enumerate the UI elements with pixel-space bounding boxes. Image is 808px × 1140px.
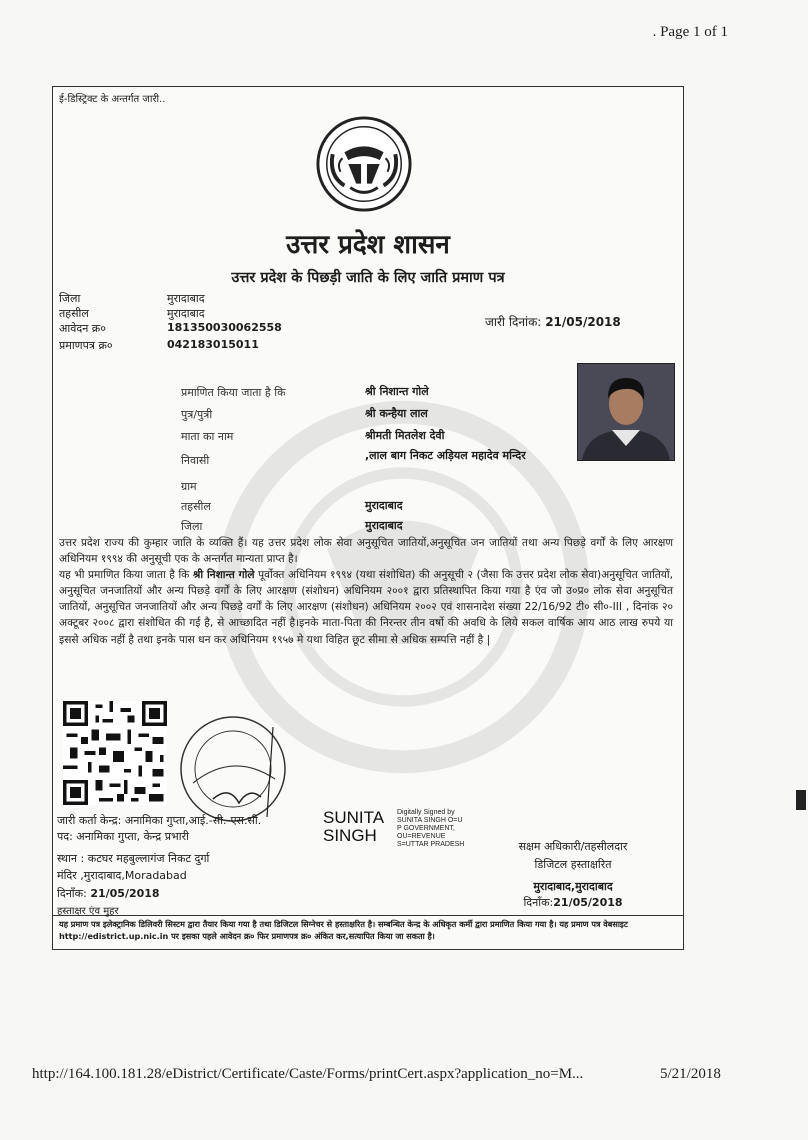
- disclaimer: यह प्रमाण पत्र इलेक्ट्रानिक डिलिवरी सिस्टम द्वारा तैयार किया गया है तथा डिजिटल सिग्नेचर से हस्ताक्षरित है। सम्बन्धित केन्द्र के अधिकृत कर्मी द्वारा प्रमाणित किया गया है। यह प्रमाण पत्र वेबसाइट http://edistrict.up.nic.in पर इसका पहले आवेदन क्र० फिर प्रमाणपत्र क्र० अंकित कर,सत्यापित किया जा सकता है।: [53, 915, 683, 942]
- parent-label: पुत्र/पुत्री: [181, 408, 213, 421]
- mother-name: श्रीमती मितलेश देवी: [365, 429, 445, 442]
- issuer-post-value: अनामिका गुप्ता, केन्द्र प्रभारी: [76, 830, 189, 843]
- signature-seal-label: हस्ताक्षर एंव मुहर: [57, 906, 119, 917]
- paragraph-1: उत्तर प्रदेश राज्य की कुम्हार जाति के व्यक्ति हैं। यह उत्तर प्रदेश लोक सेवा अनुसूचित जातियों,अनुसूचित जन जातियों तथा अन्य पिछड़े वर्गों के लिए आरक्षण अधिनियम १९९४ की अनुसूची एक के अन्तर्गत मान्यता प्राप्त है।: [59, 537, 673, 566]
- officer-date-label: दिनाँक:: [523, 896, 554, 909]
- signature-detail-line: S=UTTAR PRADESH: [397, 841, 465, 848]
- tehsil-label: तहसील: [59, 307, 89, 320]
- holder-name: श्री निशान्त गोले: [365, 385, 429, 398]
- issuer-date-value: 21/05/2018: [90, 887, 160, 900]
- digital-signature-detail: [397, 809, 464, 849]
- officer-date: [473, 895, 673, 910]
- issue-date: [485, 313, 621, 330]
- issuing-center-label: जारी कर्ता केन्द्र:: [57, 814, 122, 827]
- application-no-label: आवेदन क्र०: [59, 322, 106, 335]
- paragraph-2-prefix: यह भी प्रमाणित किया जाता है कि: [59, 569, 190, 582]
- officer-place: मुरादाबाद,मुरादाबाद: [533, 880, 613, 893]
- mother-label: माता का नाम: [181, 430, 234, 443]
- signature-detail-line: P GOVERNMENT,: [397, 825, 455, 832]
- village-label: ग्राम: [181, 480, 197, 493]
- issuer-place: [57, 851, 209, 866]
- issuing-center: [57, 813, 261, 828]
- issuer-place-value: कटघर महबुल्लागंज निकट दुर्गा: [87, 852, 210, 865]
- detail-district-value: मुरादाबाद: [365, 519, 403, 532]
- person-photo-icon: [578, 364, 674, 460]
- signature-detail-line: SUNITA SINGH O=U: [397, 817, 463, 824]
- margin-mark: [796, 790, 806, 810]
- resident-label: निवासी: [181, 454, 210, 467]
- district-label: जिला: [59, 292, 81, 305]
- official-seal-icon: [163, 707, 303, 827]
- father-name: श्री कन्हैया लाल: [365, 407, 428, 420]
- certificate-title: उत्तर प्रदेश शासन: [286, 230, 450, 260]
- issuer-date: [57, 886, 160, 901]
- address-value: ,लाल बाग निकट अड़ियल महादेव मन्दिर: [365, 449, 526, 462]
- issue-date-label: जारी दिनांक:: [485, 315, 542, 329]
- detail-district-label: जिला: [181, 520, 203, 533]
- issuing-center-value: अनामिका गुप्ता,आई.-सी.-एस.सी.: [124, 814, 262, 827]
- signature-detail-line: OU=REVENUE: [397, 833, 446, 840]
- issuer-place-line-2: मंदिर ,मुरादाबाद,Moradabad: [57, 869, 187, 882]
- certificate-subtitle: उत्तर प्रदेश के पिछड़ी जाति के लिए जाति प्रमाण पत्र: [231, 270, 505, 286]
- issuer-post-label: पद:: [57, 830, 73, 843]
- footer-url: http://164.100.181.28/eDistrict/Certificate/Caste/Forms/printCert.aspx?application_no=M...: [32, 1066, 584, 1082]
- signature-name-line-1: SUNITA: [323, 808, 385, 827]
- qr-code-icon: [63, 701, 167, 805]
- certificate-body: [59, 535, 673, 648]
- certified-label: प्रमाणित किया जाता है कि: [181, 386, 286, 399]
- officer-title: सक्षम अधिकारी/तहसीलदार: [518, 840, 628, 853]
- officer-date-value: 21/05/2018: [553, 896, 623, 909]
- signature-name-line-2: SINGH: [323, 826, 377, 845]
- issuer-place-label: स्थान :: [57, 852, 85, 865]
- up-government-emblem-icon: [315, 115, 413, 213]
- page-number: . Page 1 of 1: [652, 24, 728, 40]
- officer-sign-type: डिजिटल हस्ताक्षरित: [534, 858, 612, 871]
- application-no-value: 181350030062558: [167, 321, 282, 334]
- digital-signature-name: [323, 809, 384, 845]
- certificate: [52, 86, 684, 950]
- signature-detail-line: Digitally Signed by: [397, 809, 455, 816]
- certificate-no-value: 042183015011: [167, 338, 259, 351]
- paragraph-2: [59, 567, 673, 647]
- paragraph-2-name: श्री निशान्त गोले: [192, 569, 255, 582]
- certificate-no-label: प्रमाणपत्र क्र०: [59, 339, 113, 352]
- issue-date-value: 21/05/2018: [545, 315, 621, 329]
- issuer-date-label: दिनाँक:: [57, 887, 87, 900]
- footer-date: 5/21/2018: [660, 1066, 721, 1082]
- paragraph-2-text: पूर्वोक्त अधिनियम १९९४ (यथा संशोधित) की अनुसूची २ (जैसा कि उत्तर प्रदेश लोक सेवा)अनुसूचित जातियों, अनुसूचित जनजातियों और अन्य पिछड़े वर्गों के लिए आरक्षण (संशोधन) अधिनियम २००१ द्वारा प्रतिस्थापित किया गया है एंव जो उ०प्र० लोक सेवा अनुसूचित जातियों, अनुसूचित जनजातियों और अन्य पिछड़े वर्गों के लिए आरक्षण (संशोधन) अधिनियम २००२ एवं शासनादेश संख्या 22/16/92 टी० सी०-III , दिनांक २० अक्टूबर २००८ द्वारा संशोधित की गई है, से आच्छादित नहीं है।इनके माता-पिता की निरन्तर तीन वर्षो की अवधि के लिये सकल वार्षिक आय आठ लाख रुपये या इससे अधिक नहीं है तथा इनके पास धन कर अधिनियम १९५७ मे यथा विहित छूट सीमा से अधिक सम्पत्ति नहीं है |: [59, 569, 673, 646]
- top-note: ई-डिस्ट्रिक्ट के अन्तर्गत जारी..: [59, 94, 166, 105]
- issuer-post: [57, 829, 189, 844]
- district-value: मुरादाबाद: [167, 292, 205, 305]
- applicant-photo: [577, 363, 675, 461]
- detail-tehsil-value: मुरादाबाद: [365, 499, 403, 512]
- tehsil-value: मुरादाबाद: [167, 307, 205, 320]
- detail-tehsil-label: तहसील: [181, 500, 211, 513]
